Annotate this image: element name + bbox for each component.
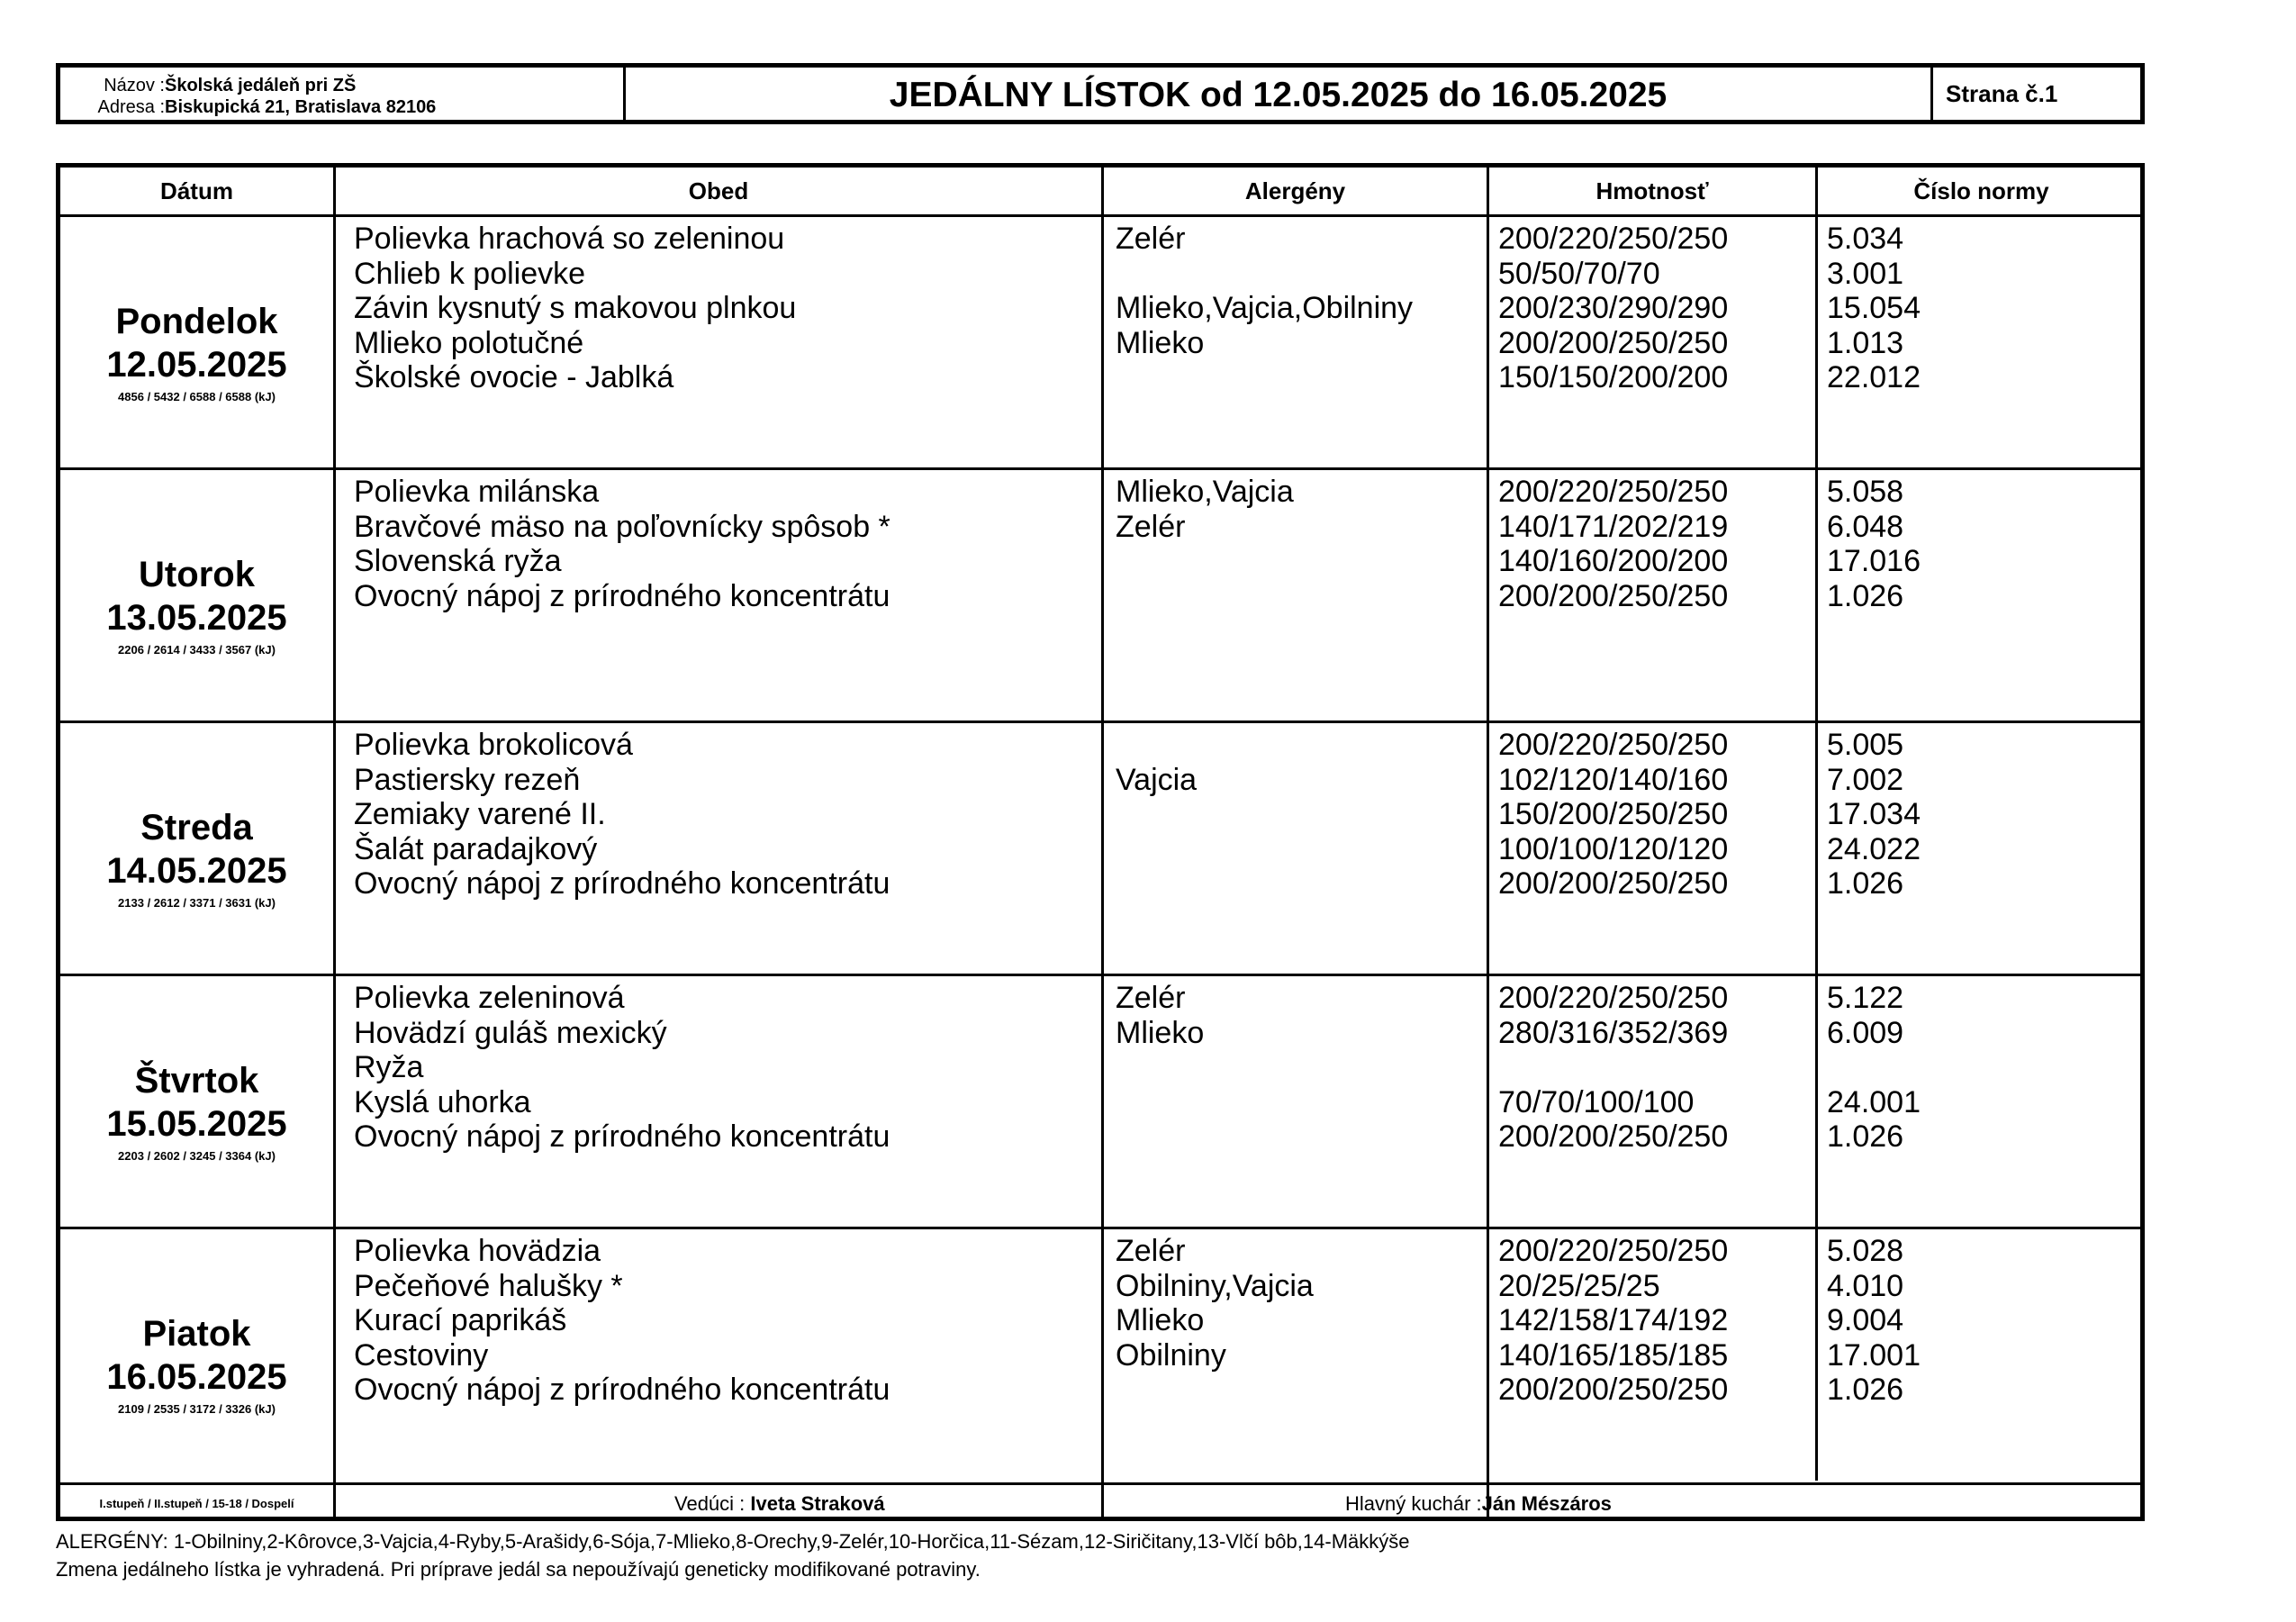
allergen-item: Zelér: [1116, 981, 1186, 1015]
day-date: 12.05.2025: [106, 345, 287, 385]
norm-item: 5.058: [1827, 475, 1904, 509]
weight-item: 200/200/250/250: [1498, 325, 1729, 360]
menu-note: Zmena jedálneho lístka je vyhradená. Pri príprave jedál sa nepoužívajú geneticky modifikované potraviny.: [56, 1558, 981, 1581]
canteen-info: [60, 68, 626, 120]
norm-item: 22.012: [1827, 360, 1921, 394]
menu-table: [56, 163, 2145, 1521]
weight-list: [1498, 475, 1728, 613]
day-energy: 2206 / 2614 / 3433 / 3567 (kJ): [118, 643, 276, 657]
day-cell: [60, 300, 333, 403]
allergen-item: [1116, 1085, 1204, 1120]
norm-item: 17.016: [1827, 544, 1921, 578]
norm-item: 24.022: [1827, 831, 1921, 866]
meal-item: Polievka milánska: [354, 475, 600, 509]
allergen-list: [1116, 475, 1294, 613]
day-cell: [60, 1059, 333, 1163]
meal-list: [354, 222, 796, 395]
allergen-list: [1116, 222, 1413, 395]
norm-item: 4.010: [1827, 1268, 1904, 1303]
allergen-item: [1116, 832, 1197, 867]
weight-item: 150/150/200/200: [1498, 360, 1729, 394]
allergen-item: [1116, 360, 1413, 395]
meal-item: Ovocný nápoj z prírodného koncentrátu: [354, 1119, 890, 1154]
day-name: Štvrtok: [134, 1061, 259, 1101]
norm-item: 17.034: [1827, 797, 1921, 831]
weight-item: 100/100/120/120: [1498, 831, 1729, 866]
row-divider: [60, 720, 2140, 723]
norm-list: [1827, 728, 1921, 902]
norm-item: 1.013: [1827, 325, 1904, 360]
manager-name: Iveta Straková: [750, 1492, 885, 1515]
meal-item: Ryža: [354, 1050, 424, 1084]
header-allergens: Alergény: [1244, 177, 1346, 204]
day-name: Pondelok: [115, 302, 278, 341]
row-divider: [60, 1482, 2140, 1485]
allergen-item: Mlieko: [1116, 1303, 1205, 1337]
day-date: 14.05.2025: [106, 851, 287, 891]
norm-item: 1.026: [1827, 1119, 1904, 1154]
allergen-item: [1116, 1119, 1204, 1155]
allergen-item: Zelér: [1116, 509, 1186, 544]
meal-item: Šalát paradajkový: [354, 831, 598, 866]
chef-name: Ján Mészáros: [1481, 1492, 1612, 1515]
day-name: Piatok: [142, 1314, 251, 1354]
row-divider: [60, 1227, 2140, 1229]
norm-item: 6.009: [1827, 1015, 1904, 1050]
weight-item: 200/220/250/250: [1498, 1234, 1729, 1268]
header-meal: Obed: [688, 177, 749, 204]
weight-item: 200/220/250/250: [1498, 728, 1729, 762]
weight-item: 200/220/250/250: [1498, 475, 1729, 509]
day-date: 13.05.2025: [106, 598, 287, 638]
allergen-list: [1116, 728, 1197, 902]
row-divider: [60, 974, 2140, 976]
weight-item: 200/200/250/250: [1498, 1373, 1729, 1407]
meal-item: Mlieko polotučné: [354, 325, 584, 360]
allergen-item: Obilniny,Vajcia: [1116, 1268, 1314, 1303]
meal-item: Závin kysnutý s makovou plnkou: [354, 291, 797, 325]
allergen-item: Zelér: [1116, 222, 1186, 256]
allergen-item: Obilniny: [1116, 1337, 1226, 1373]
weight-item: [1498, 1050, 1728, 1085]
meal-item: Ovocný nápoj z prírodného koncentrátu: [354, 578, 890, 613]
norm-item: 1.026: [1827, 866, 1904, 901]
norm-item: 7.002: [1827, 762, 1904, 797]
allergen-list: [1116, 1234, 1314, 1408]
row-divider: [60, 214, 2140, 217]
canteen-address-row: [75, 95, 623, 120]
norm-item: 9.004: [1827, 1303, 1904, 1337]
meal-item: Kyslá uhorka: [354, 1084, 531, 1119]
day-energy: 2109 / 2535 / 3172 / 3326 (kJ): [118, 1402, 276, 1416]
norm-list: [1827, 1234, 1921, 1408]
weight-item: 200/220/250/250: [1498, 222, 1729, 256]
day-energy: 2203 / 2602 / 3245 / 3364 (kJ): [118, 1149, 276, 1163]
weight-item: 200/230/290/290: [1498, 291, 1729, 325]
weight-list: [1498, 981, 1728, 1155]
weight-item: 280/316/352/369: [1498, 1015, 1729, 1050]
norm-item: 6.048: [1827, 509, 1904, 544]
page-number: Strana č.1: [1946, 80, 2058, 107]
canteen-address: Biskupická 21, Bratislava 82106: [165, 97, 437, 117]
norm-list: [1827, 981, 1921, 1155]
day-date: 15.05.2025: [106, 1104, 287, 1144]
allergen-item: Zelér: [1116, 1234, 1186, 1268]
meal-item: Chlieb k polievke: [354, 256, 586, 291]
day-cell: [60, 1312, 333, 1416]
day-name: Streda: [140, 808, 253, 847]
legend: [56, 1527, 1410, 1583]
manager-label: Vedúci :: [674, 1492, 746, 1515]
meal-list: [354, 1234, 890, 1408]
norm-item: 5.034: [1827, 222, 1904, 256]
allergen-list: [1116, 981, 1204, 1155]
menu-title: JEDÁLNY LÍSTOK od 12.05.2025 do 16.05.2025: [626, 68, 1933, 120]
weight-item: 200/220/250/250: [1498, 981, 1729, 1015]
column-divider: [333, 168, 336, 1517]
norm-item: 15.054: [1827, 291, 1921, 325]
norm-item: 5.005: [1827, 728, 1904, 762]
weight-item: 50/50/70/70: [1498, 256, 1660, 291]
row-divider: [60, 467, 2140, 470]
meal-item: Polievka zeleninová: [354, 981, 625, 1015]
day-name: Utorok: [139, 555, 255, 594]
allergen-item: [1116, 544, 1294, 579]
weight-list: [1498, 222, 1728, 395]
column-divider: [1101, 168, 1104, 1517]
weight-item: 200/200/250/250: [1498, 866, 1729, 901]
meal-item: Hovädzí guláš mexický: [354, 1015, 667, 1050]
document-header: [56, 63, 2145, 124]
allergen-item: [1116, 1050, 1204, 1085]
allergen-item: [1116, 579, 1294, 614]
weight-item: 150/200/250/250: [1498, 797, 1729, 831]
allergen-item: [1116, 797, 1197, 832]
weight-list: [1498, 728, 1728, 902]
meal-item: Školské ovocie - Jablká: [354, 360, 674, 394]
day-cell: [60, 806, 333, 910]
day-energy: 2133 / 2612 / 3371 / 3631 (kJ): [118, 896, 276, 910]
header-date: Dátum: [160, 177, 233, 204]
weight-item: 200/200/250/250: [1498, 578, 1729, 613]
allergen-item: Vajcia: [1116, 762, 1198, 797]
canteen-name: Školská jedáleň pri ZŠ: [165, 76, 357, 95]
header-weight: Hmotnosť: [1595, 177, 1709, 204]
meal-item: Kurací paprikáš: [354, 1303, 567, 1337]
meal-item: Zemiaky varené II.: [354, 797, 606, 831]
allergen-item: [1116, 1373, 1314, 1408]
weight-item: 140/165/185/185: [1498, 1337, 1729, 1373]
weight-item: 140/171/202/219: [1498, 509, 1729, 544]
meal-item: Pečeňové halušky *: [354, 1268, 623, 1303]
allergen-item: Mlieko: [1116, 1015, 1205, 1050]
allergen-item: [1116, 866, 1197, 902]
weight-item: 20/25/25/25: [1498, 1268, 1660, 1303]
allergen-item: Mlieko: [1116, 325, 1205, 360]
name-label: Názov :: [104, 76, 165, 95]
chef-label: Hlavný kuchár :: [1345, 1492, 1482, 1515]
meal-list: [354, 728, 890, 902]
meal-item: Bravčové mäso na poľovnícky spôsob *: [354, 509, 890, 544]
norm-item: 1.026: [1827, 1373, 1904, 1407]
norm-item: 1.026: [1827, 578, 1904, 613]
meal-item: Polievka brokolicová: [354, 728, 633, 762]
head-chef: [1345, 1488, 1612, 1519]
day-date: 16.05.2025: [106, 1357, 287, 1397]
allergen-item: [1116, 257, 1413, 292]
norm-list: [1827, 475, 1921, 613]
meal-item: Cestoviny: [354, 1337, 489, 1373]
meal-item: Ovocný nápoj z prírodného koncentrátu: [354, 866, 890, 901]
norm-item: 5.122: [1827, 981, 1904, 1015]
weight-list: [1498, 1234, 1728, 1408]
header-norm: Číslo normy: [1913, 177, 2049, 204]
meal-item: Pastiersky rezeň: [354, 762, 581, 797]
weight-item: 140/160/200/200: [1498, 544, 1729, 578]
manager: [674, 1488, 885, 1519]
allergen-item: Mlieko,Vajcia: [1116, 475, 1294, 509]
meal-item: Polievka hrachová so zeleninou: [354, 222, 785, 256]
age-groups: I.stupeň / II.stupeň / 15-18 / Dospelí: [99, 1497, 294, 1510]
norm-item: [1827, 1050, 1921, 1085]
column-divider: [1487, 168, 1489, 1517]
weight-item: 102/120/140/160: [1498, 762, 1729, 797]
weight-item: 142/158/174/192: [1498, 1303, 1729, 1337]
allergen-item: [1116, 728, 1197, 763]
meal-item: Polievka hovädzia: [354, 1234, 601, 1268]
norm-item: 3.001: [1827, 256, 1904, 291]
norm-item: 24.001: [1827, 1084, 1921, 1119]
day-energy: 4856 / 5432 / 6588 / 6588 (kJ): [118, 390, 276, 403]
meal-item: Slovenská ryža: [354, 544, 562, 578]
norm-list: [1827, 222, 1921, 395]
weight-item: 70/70/100/100: [1498, 1084, 1695, 1119]
meal-list: [354, 475, 890, 613]
meal-list: [354, 981, 890, 1155]
allergen-item: Mlieko,Vajcia,Obilniny: [1116, 291, 1414, 325]
column-divider: [1815, 168, 1818, 1481]
norm-item: 5.028: [1827, 1234, 1904, 1268]
norm-item: 17.001: [1827, 1337, 1921, 1373]
day-cell: [60, 553, 333, 657]
allergen-legend: ALERGÉNY: 1-Obilniny,2-Kôrovce,3-Vajcia,4-Ryby,5-Arašidy,6-Sója,7-Mlieko,8-Orechy,9-Zelér,10-Horčica,11-Sézam,12-Siričitany,13-Vlčí bôb,14-Mäkkýše: [56, 1530, 1410, 1553]
weight-item: 200/200/250/250: [1498, 1119, 1729, 1154]
address-label: Adresa :: [97, 97, 165, 117]
meal-item: Ovocný nápoj z prírodného koncentrátu: [354, 1373, 890, 1407]
